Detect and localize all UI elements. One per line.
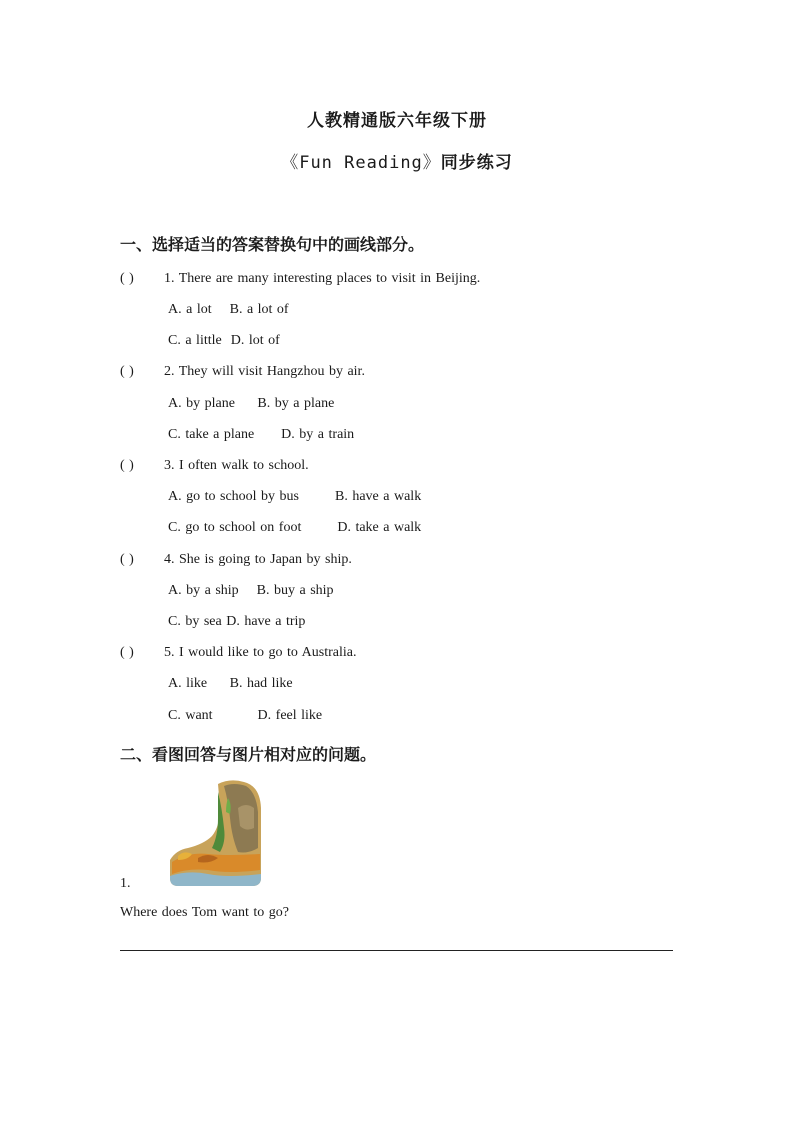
question-4	[120, 552, 352, 568]
section1-heading: 一、选择适当的答案替换句中的画线部分。	[120, 235, 425, 254]
answer-paren[interactable]: ( )	[120, 458, 134, 473]
question-text: 1. There are many interesting places to visit in Beijing.	[164, 271, 481, 286]
subtitle-cn: 同步练习	[440, 153, 513, 173]
item-number: 1.	[120, 876, 131, 891]
subtitle-en: 《Fun Reading》	[281, 153, 441, 173]
question-text: 5. I would like to go to Australia.	[164, 645, 357, 660]
answer-paren[interactable]: ( )	[120, 552, 134, 567]
answer-paren[interactable]: ( )	[120, 364, 134, 379]
answer-line[interactable]	[120, 950, 673, 951]
q4-options-row1: A. by a ship B. buy a ship	[168, 583, 334, 598]
q3-options-row2: C. go to school on foot D. take a walk	[168, 520, 422, 535]
q5-options-row2: C. want D. feel like	[168, 708, 323, 723]
question-3	[120, 458, 309, 474]
q2-options-row1: A. by plane B. by a plane	[168, 396, 335, 411]
question-text: 3. I often walk to school.	[164, 458, 309, 473]
q5-options-row1: A. like B. had like	[168, 676, 293, 691]
q2-options-row2: C. take a plane D. by a train	[168, 427, 355, 442]
q1-options-row2: C. a little D. lot of	[168, 333, 280, 348]
q3-options-row1: A. go to school by bus B. have a walk	[168, 489, 422, 504]
answer-paren[interactable]: ( )	[120, 645, 134, 660]
picture-question: Where does Tom want to go?	[120, 905, 289, 920]
page-title: 人教精通版六年级下册	[307, 111, 487, 131]
page-subtitle	[0, 148, 794, 173]
question-text: 2. They will visit Hangzhou by air.	[164, 364, 365, 379]
question-5	[120, 645, 356, 661]
q1-options-row1: A. a lot B. a lot of	[168, 302, 289, 317]
q4-options-row2: C. by sea D. have a trip	[168, 614, 306, 629]
section2-heading: 二、看图回答与图片相对应的问题。	[120, 745, 377, 764]
cliff-landscape-illustration	[168, 778, 264, 888]
question-2	[120, 364, 365, 380]
answer-paren[interactable]: ( )	[120, 271, 134, 286]
question-1	[120, 271, 480, 287]
question-text: 4. She is going to Japan by ship.	[164, 552, 352, 567]
